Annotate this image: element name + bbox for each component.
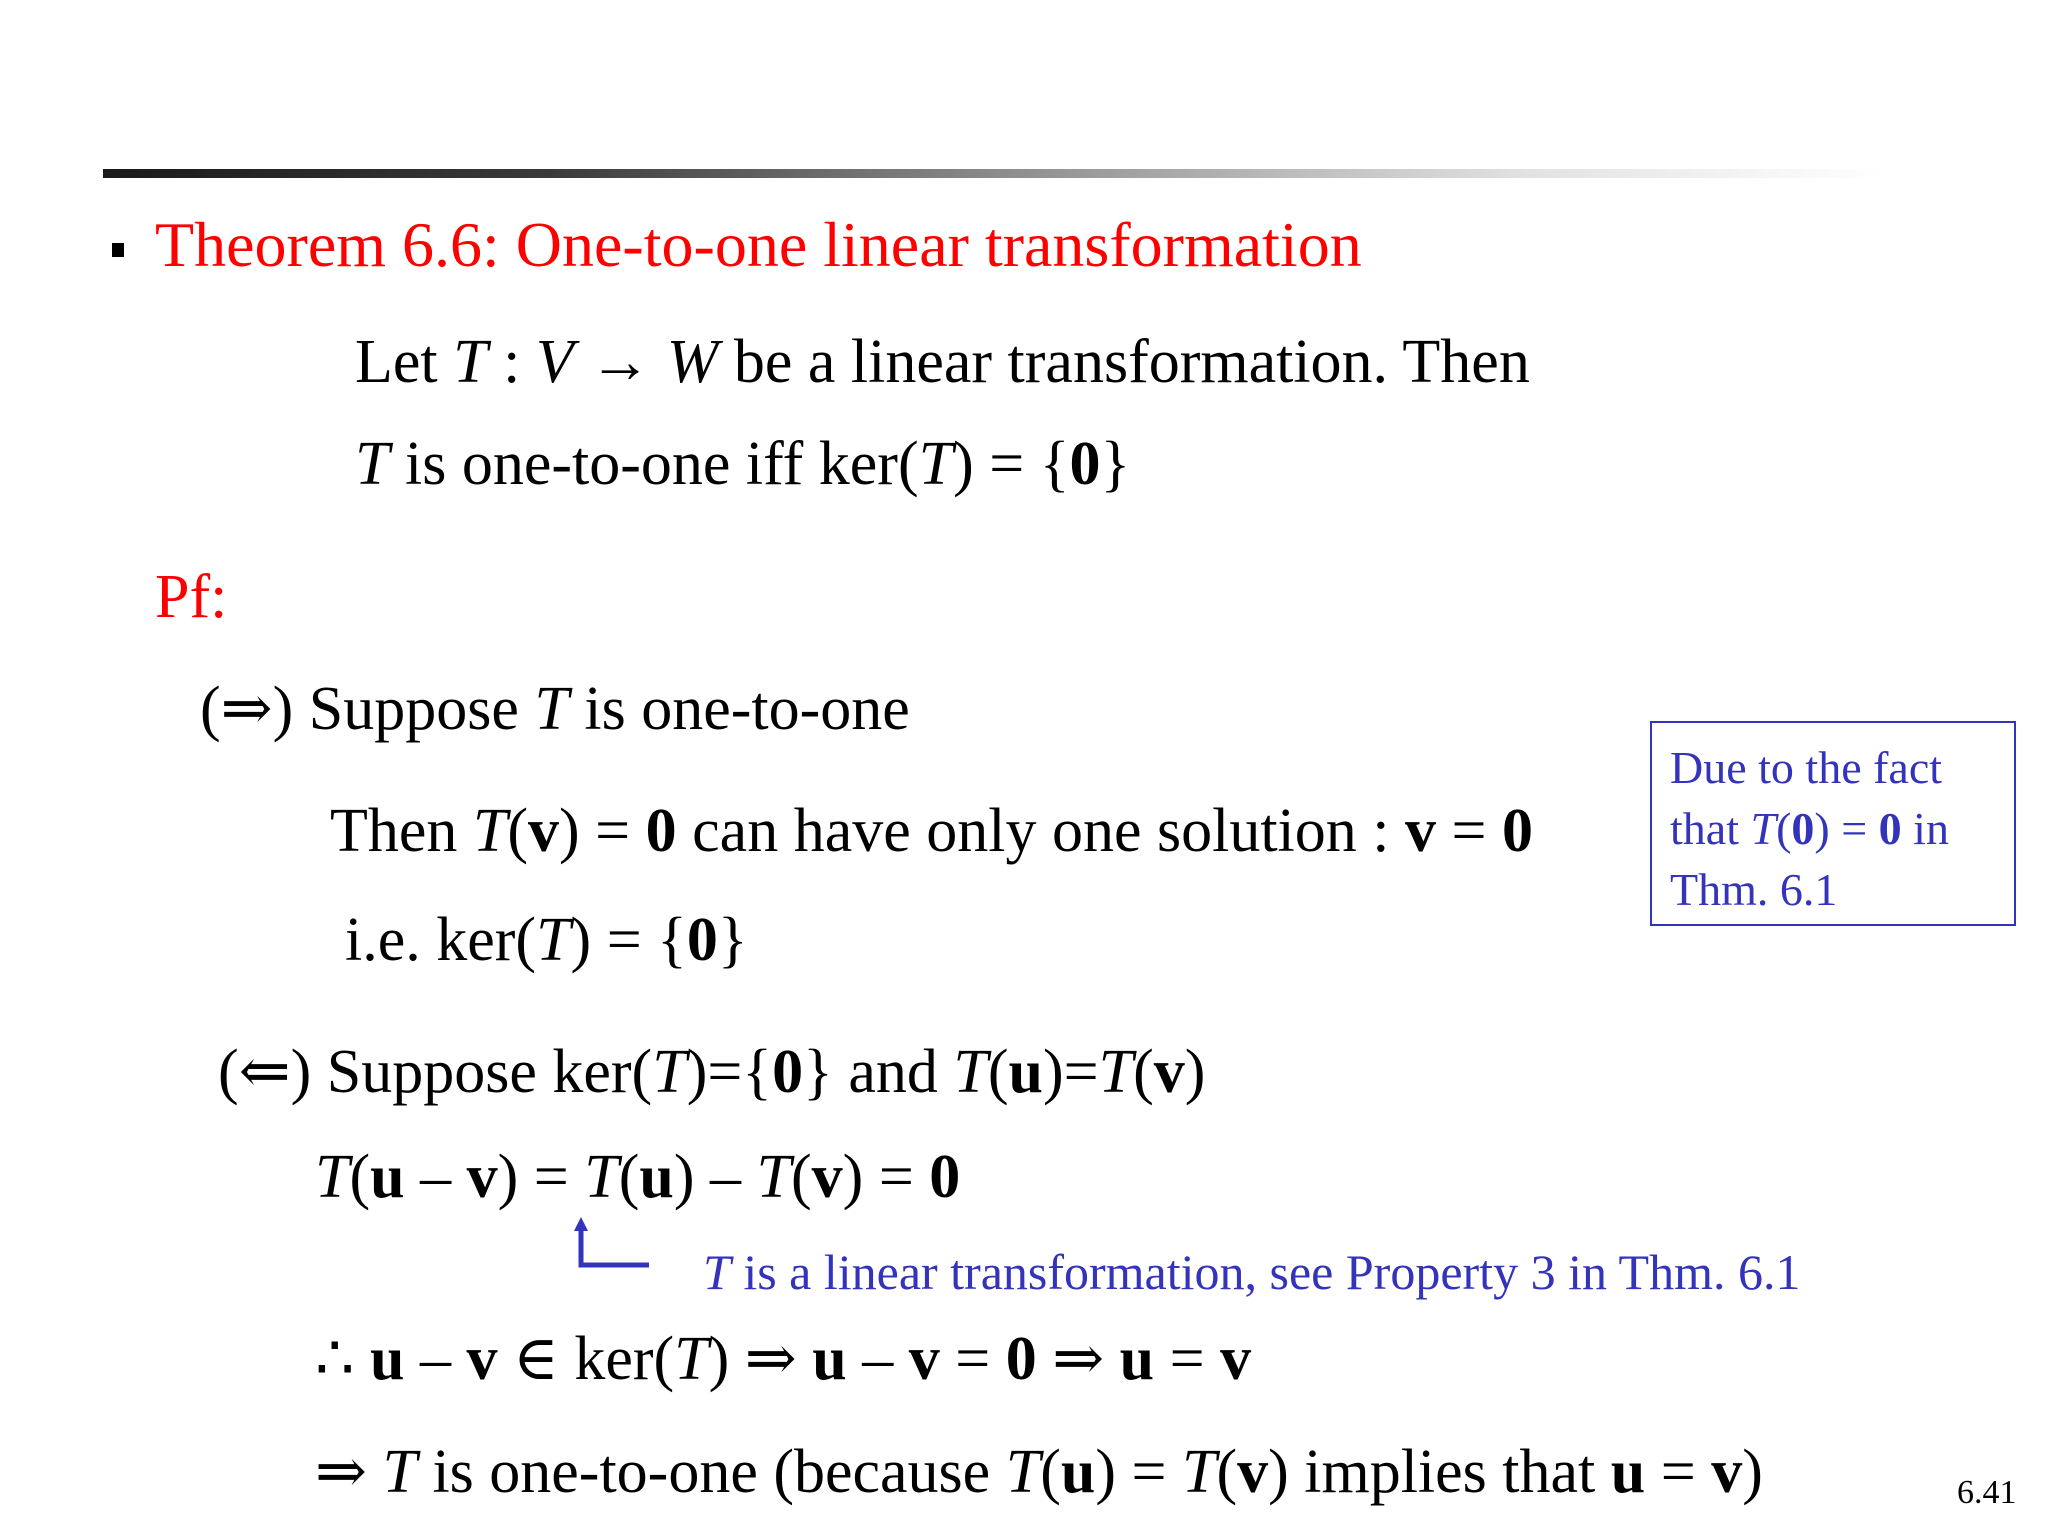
proof-text: Suppose: [293, 675, 535, 743]
math-var: T: [703, 1244, 731, 1300]
statement-text: is one-to-one iff ker(: [389, 430, 919, 498]
math-var: T: [382, 1438, 417, 1506]
vector-u: u: [639, 1143, 674, 1211]
proof-text: (: [791, 1143, 812, 1211]
statement-text: →: [573, 328, 667, 396]
vector-u: u: [1119, 1325, 1155, 1393]
proof-text: (: [1133, 1038, 1154, 1106]
statement-text: be a linear transformation. Then: [718, 328, 1530, 396]
proof-text: ) = {: [570, 906, 687, 974]
side-note-line-3: Thm. 6.1: [1670, 864, 1838, 915]
vector-v: v: [466, 1143, 498, 1211]
math-var: T: [674, 1325, 709, 1393]
forward-symbol: (⇒): [200, 675, 294, 743]
backward-symbol: (⇐): [218, 1038, 312, 1106]
math-var: T: [918, 430, 954, 498]
forward-line-1: [200, 675, 910, 743]
zero-vector: 0: [1069, 430, 1101, 498]
proof-text: =: [1154, 1325, 1221, 1393]
proof-text: (: [507, 797, 529, 865]
proof-text: Then: [330, 797, 473, 865]
proof-text: –: [404, 1143, 467, 1211]
proof-text: ⇒: [315, 1438, 383, 1506]
vector-v: v: [466, 1325, 498, 1393]
vector-v: v: [1237, 1438, 1269, 1506]
theorem-title: Theorem 6.6: One-to-one linear transformation: [155, 209, 1362, 280]
math-var: T: [756, 1143, 792, 1211]
slide-number: 6.41: [1957, 1474, 2017, 1511]
proof-text: }: [717, 906, 748, 974]
proof-text: ) –: [673, 1143, 757, 1211]
proof-text: (: [1216, 1438, 1238, 1506]
math-var: T: [536, 906, 571, 974]
vector-v: v: [1153, 1038, 1185, 1106]
proof-text: –: [846, 1325, 909, 1393]
vector-u: u: [369, 1325, 405, 1393]
zero-vector: 0: [1791, 803, 1815, 854]
math-var: T: [453, 328, 488, 396]
proof-text: ) =: [559, 797, 646, 865]
math-var: T: [584, 1143, 619, 1211]
math-var: T: [315, 1143, 350, 1211]
zero-vector: 0: [645, 797, 677, 865]
vector-v: v: [1711, 1438, 1743, 1506]
forward-line-3: [345, 906, 748, 974]
statement-text: Let: [355, 328, 438, 396]
side-note: [1650, 721, 2016, 926]
linearity-annotation: [703, 1244, 1801, 1300]
proof-label: Pf:: [155, 563, 228, 631]
proof-text: =: [939, 1325, 1006, 1393]
math-var: T: [652, 1038, 687, 1106]
math-var: T: [1005, 1438, 1041, 1506]
proof-text: i.e. ker(: [345, 906, 537, 974]
proof-text: is one-to-one: [568, 675, 910, 743]
proof-text: )=: [1042, 1038, 1099, 1106]
proof-text: –: [404, 1325, 467, 1393]
vector-u: u: [370, 1143, 405, 1211]
math-var: T: [355, 430, 390, 498]
title-rule: [103, 169, 1883, 178]
zero-vector: 0: [929, 1143, 961, 1211]
zero-vector: 0: [772, 1038, 804, 1106]
math-var: T: [953, 1038, 988, 1106]
proof-text: ) =: [842, 1143, 930, 1211]
math-var: T: [1750, 803, 1777, 854]
proof-text: (: [1040, 1438, 1061, 1506]
backward-line-4: [315, 1438, 1763, 1506]
proof-text: } and: [803, 1038, 954, 1106]
vector-v: v: [528, 797, 560, 865]
proof-text: is one-to-one (because: [416, 1438, 1006, 1506]
annotation-arrow-icon: [565, 1215, 655, 1275]
math-var: V: [535, 328, 574, 396]
annotation-text: is a linear transformation, see Property 3 in Thm. 6.1: [730, 1244, 1801, 1300]
statement-text: ) = {: [953, 430, 1070, 498]
math-var: T: [1098, 1038, 1134, 1106]
vector-v: v: [1405, 797, 1437, 865]
vector-v: v: [908, 1325, 940, 1393]
note-text: (: [1776, 803, 1792, 854]
proof-text: (: [618, 1143, 640, 1211]
bullet-icon: [112, 243, 124, 257]
note-text: in: [1901, 803, 1949, 854]
proof-text: )={: [686, 1038, 773, 1106]
proof-text: ∴: [315, 1325, 370, 1393]
zero-vector: 0: [1005, 1325, 1037, 1393]
proof-text: ): [1742, 1438, 1763, 1506]
math-var: T: [472, 797, 508, 865]
proof-text: ∈ ker(: [497, 1325, 675, 1393]
proof-text: ⇒: [1036, 1325, 1120, 1393]
statement-line-1: [355, 328, 1530, 396]
statement-text: :: [487, 328, 536, 396]
proof-text: ) =: [497, 1143, 585, 1211]
side-note-line-1: Due to the fact: [1670, 742, 1943, 793]
proof-text: (: [349, 1143, 371, 1211]
proof-text: (: [987, 1038, 1009, 1106]
proof-text: can have only one solution :: [676, 797, 1406, 865]
backward-line-2: [315, 1143, 961, 1211]
proof-text: ) =: [1095, 1438, 1182, 1506]
vector-v: v: [1220, 1325, 1252, 1393]
backward-line-1: [218, 1038, 1206, 1106]
statement-line-2: [355, 430, 1131, 498]
vector-u: u: [1008, 1038, 1043, 1106]
math-var: T: [534, 675, 569, 743]
proof-text: ) implies that: [1268, 1438, 1611, 1506]
proof-text: =: [1645, 1438, 1712, 1506]
proof-text: =: [1436, 797, 1502, 865]
vector-u: u: [1060, 1438, 1096, 1506]
zero-vector: 0: [1878, 803, 1902, 854]
proof-text: ): [1184, 1038, 1206, 1106]
vector-u: u: [1610, 1438, 1646, 1506]
math-var: T: [1181, 1438, 1217, 1506]
zero-vector: 0: [1501, 797, 1533, 865]
note-text: ) =: [1814, 803, 1879, 854]
backward-line-3: [315, 1325, 1252, 1393]
statement-text: }: [1100, 430, 1131, 498]
proof-text: Suppose ker(: [311, 1038, 653, 1106]
note-text: that: [1670, 803, 1751, 854]
proof-text: ) ⇒: [708, 1325, 813, 1393]
forward-line-2: [330, 797, 1533, 865]
vector-u: u: [812, 1325, 847, 1393]
math-var: W: [666, 328, 719, 396]
vector-v: v: [811, 1143, 843, 1211]
zero-vector: 0: [686, 906, 718, 974]
side-note-line-2: [1670, 798, 2014, 859]
